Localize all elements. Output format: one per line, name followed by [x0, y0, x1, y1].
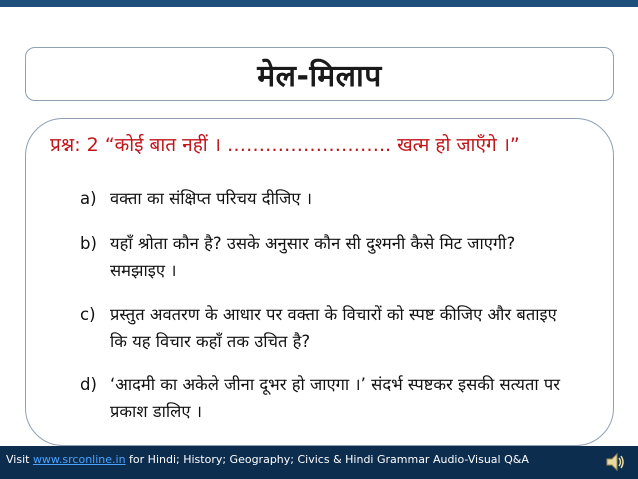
- page-title: मेल-मिलाप: [257, 59, 382, 94]
- question-header: प्रश्न: 2 “कोई बात नहीं । …………………….. खत्म हो जाएँगे ।”: [50, 134, 520, 156]
- footer-prefix: Visit: [6, 453, 33, 466]
- footer-text: [6, 453, 529, 466]
- item-letter: d): [80, 375, 97, 394]
- top-accent-bar: [0, 0, 638, 7]
- item-letter: c): [80, 305, 96, 324]
- item-text: यहाँ श्रोता कौन है? उसके अनुसार कौन सी दुश्मनी कैसे मिट जाएगी? समझाइए ।: [110, 234, 516, 280]
- item-text: वक्ता का संक्षिप्त परिचय दीजिए ।: [110, 189, 312, 208]
- item-letter: a): [80, 189, 97, 208]
- speaker-icon[interactable]: [604, 451, 626, 473]
- title-box: [25, 47, 614, 101]
- footer-bar: [0, 446, 638, 479]
- question-box: [25, 118, 614, 446]
- footer-suffix: for Hindi; History; Geography; Civics & Hindi Grammar Audio-Visual Q&A: [125, 453, 529, 466]
- item-text: प्रस्तुत अवतरण के आधार पर वक्ता के विचारों को स्पष्ट कीजिए और बताइए कि यह विचार कहाँ तक उचित है?: [110, 305, 557, 351]
- site-link[interactable]: www.srconline.in: [32, 453, 126, 466]
- item-text: ‘आदमी का अकेले जीना दूभर हो जाएगा ।’ संदर्भ स्पष्टकर इसकी सत्यता पर प्रकाश डालिए ।: [110, 375, 561, 421]
- item-letter: b): [80, 234, 97, 253]
